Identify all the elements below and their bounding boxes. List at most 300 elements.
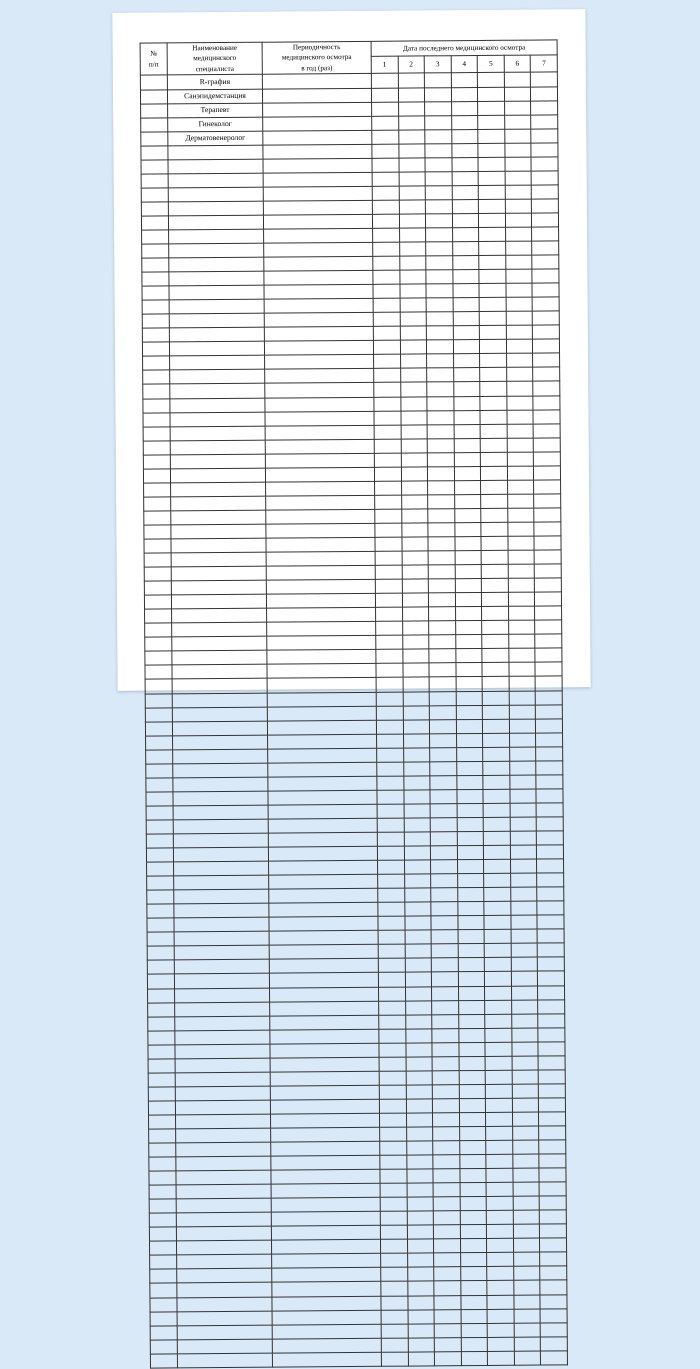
cell-exam-date-3[interactable] — [433, 1155, 460, 1169]
cell-exam-date-3[interactable] — [433, 1169, 460, 1183]
cell-periodicity[interactable] — [269, 903, 378, 918]
cell-specialist-name[interactable] — [173, 819, 268, 834]
cell-periodicity[interactable] — [262, 74, 371, 89]
cell-periodicity[interactable] — [268, 846, 377, 861]
cell-exam-date-7[interactable] — [540, 1294, 567, 1308]
cell-specialist-name[interactable] — [171, 580, 266, 595]
cell-exam-date-5[interactable] — [487, 1253, 514, 1267]
cell-number[interactable] — [148, 1031, 175, 1045]
cell-exam-date-5[interactable] — [482, 607, 509, 621]
cell-exam-date-3[interactable] — [427, 340, 454, 354]
cell-periodicity[interactable] — [264, 256, 373, 271]
cell-periodicity[interactable] — [270, 1001, 379, 1016]
cell-number[interactable] — [146, 792, 173, 806]
cell-exam-date-7[interactable] — [531, 171, 558, 185]
cell-exam-date-5[interactable] — [480, 354, 507, 368]
cell-periodicity[interactable] — [266, 509, 375, 524]
cell-exam-date-2[interactable] — [406, 1071, 433, 1085]
cell-specialist-name[interactable]: Санэпидемстанция — [167, 89, 262, 104]
cell-exam-date-1[interactable] — [376, 664, 403, 678]
cell-exam-date-5[interactable] — [478, 73, 505, 87]
cell-number[interactable] — [146, 806, 173, 820]
cell-exam-date-1[interactable] — [380, 1155, 407, 1169]
cell-exam-date-7[interactable] — [532, 227, 559, 241]
cell-periodicity[interactable] — [263, 186, 372, 201]
cell-exam-date-1[interactable] — [376, 607, 403, 621]
cell-exam-date-2[interactable] — [402, 621, 429, 635]
cell-exam-date-6[interactable] — [506, 283, 533, 297]
cell-specialist-name[interactable] — [176, 1114, 271, 1129]
cell-exam-date-4[interactable] — [452, 185, 479, 199]
cell-exam-date-5[interactable] — [479, 241, 506, 255]
cell-exam-date-2[interactable] — [406, 1099, 433, 1113]
cell-exam-date-1[interactable] — [374, 397, 401, 411]
cell-exam-date-5[interactable] — [481, 452, 508, 466]
cell-periodicity[interactable] — [267, 622, 376, 637]
cell-exam-date-3[interactable] — [426, 214, 453, 228]
cell-periodicity[interactable] — [265, 411, 374, 426]
cell-exam-date-6[interactable] — [507, 424, 534, 438]
cell-exam-date-3[interactable] — [431, 958, 458, 972]
cell-exam-date-1[interactable] — [375, 481, 402, 495]
cell-specialist-name[interactable] — [174, 903, 269, 918]
cell-exam-date-4[interactable] — [452, 242, 479, 256]
cell-periodicity[interactable] — [269, 959, 378, 974]
cell-exam-date-2[interactable] — [405, 1029, 432, 1043]
cell-number[interactable] — [145, 693, 172, 707]
cell-specialist-name[interactable] — [173, 847, 268, 862]
cell-exam-date-7[interactable] — [539, 1182, 566, 1196]
cell-exam-date-4[interactable] — [459, 1042, 486, 1056]
cell-periodicity[interactable] — [267, 608, 376, 623]
cell-exam-date-5[interactable] — [485, 972, 512, 986]
cell-exam-date-1[interactable] — [375, 593, 402, 607]
cell-specialist-name[interactable] — [169, 271, 264, 286]
cell-exam-date-5[interactable] — [480, 368, 507, 382]
cell-exam-date-6[interactable] — [507, 452, 534, 466]
cell-exam-date-2[interactable] — [399, 186, 426, 200]
cell-exam-date-1[interactable] — [374, 425, 401, 439]
cell-exam-date-7[interactable] — [533, 311, 560, 325]
cell-number[interactable] — [147, 862, 174, 876]
cell-exam-date-4[interactable] — [452, 199, 479, 213]
cell-periodicity[interactable] — [264, 228, 373, 243]
cell-exam-date-7[interactable] — [532, 213, 559, 227]
cell-exam-date-1[interactable] — [379, 1099, 406, 1113]
cell-specialist-name[interactable] — [177, 1269, 272, 1284]
cell-exam-date-3[interactable] — [429, 691, 456, 705]
cell-number[interactable] — [150, 1311, 177, 1325]
cell-exam-date-6[interactable] — [509, 648, 536, 662]
cell-exam-date-2[interactable] — [405, 1014, 432, 1028]
cell-specialist-name[interactable] — [174, 875, 269, 890]
cell-exam-date-7[interactable] — [533, 339, 560, 353]
cell-exam-date-2[interactable] — [400, 312, 427, 326]
cell-exam-date-4[interactable] — [461, 1281, 488, 1295]
cell-exam-date-5[interactable] — [482, 677, 509, 691]
cell-exam-date-3[interactable] — [429, 607, 456, 621]
cell-periodicity[interactable] — [268, 748, 377, 763]
cell-exam-date-4[interactable] — [455, 635, 482, 649]
cell-exam-date-3[interactable] — [432, 1085, 459, 1099]
cell-exam-date-5[interactable] — [486, 1126, 513, 1140]
cell-exam-date-3[interactable] — [427, 368, 454, 382]
cell-exam-date-5[interactable] — [484, 901, 511, 915]
cell-exam-date-3[interactable] — [430, 733, 457, 747]
cell-exam-date-1[interactable] — [374, 369, 401, 383]
cell-exam-date-3[interactable] — [433, 1197, 460, 1211]
cell-specialist-name[interactable] — [176, 1170, 271, 1185]
cell-exam-date-1[interactable] — [380, 1141, 407, 1155]
cell-exam-date-3[interactable] — [427, 354, 454, 368]
cell-exam-date-4[interactable] — [458, 902, 485, 916]
cell-specialist-name[interactable] — [174, 861, 269, 876]
cell-exam-date-2[interactable] — [403, 720, 430, 734]
cell-exam-date-4[interactable] — [458, 930, 485, 944]
cell-exam-date-5[interactable] — [487, 1309, 514, 1323]
cell-exam-date-1[interactable] — [380, 1225, 407, 1239]
cell-exam-date-4[interactable] — [459, 1126, 486, 1140]
cell-periodicity[interactable] — [267, 664, 376, 679]
cell-exam-date-5[interactable] — [479, 283, 506, 297]
cell-periodicity[interactable] — [263, 214, 372, 229]
cell-periodicity[interactable] — [268, 762, 377, 777]
cell-exam-date-3[interactable] — [432, 1042, 459, 1056]
cell-exam-date-5[interactable] — [481, 508, 508, 522]
cell-exam-date-2[interactable] — [405, 1000, 432, 1014]
cell-specialist-name[interactable] — [177, 1325, 272, 1340]
cell-exam-date-6[interactable] — [508, 592, 535, 606]
cell-exam-date-3[interactable] — [434, 1351, 461, 1365]
cell-specialist-name[interactable] — [175, 1086, 270, 1101]
cell-exam-date-7[interactable] — [540, 1210, 567, 1224]
cell-number[interactable] — [146, 820, 173, 834]
cell-exam-date-5[interactable] — [479, 213, 506, 227]
cell-exam-date-3[interactable] — [425, 186, 452, 200]
cell-exam-date-4[interactable] — [454, 508, 481, 522]
cell-exam-date-3[interactable] — [425, 115, 452, 129]
cell-exam-date-3[interactable] — [431, 860, 458, 874]
cell-exam-date-6[interactable] — [505, 129, 532, 143]
cell-exam-date-2[interactable] — [406, 1085, 433, 1099]
cell-exam-date-2[interactable] — [401, 467, 428, 481]
cell-exam-date-3[interactable] — [434, 1239, 461, 1253]
cell-exam-date-3[interactable] — [427, 452, 454, 466]
cell-exam-date-3[interactable] — [425, 101, 452, 115]
cell-exam-date-1[interactable] — [381, 1296, 408, 1310]
cell-number[interactable] — [144, 581, 171, 595]
cell-number[interactable] — [149, 1143, 176, 1157]
cell-number[interactable] — [146, 834, 173, 848]
cell-exam-date-5[interactable] — [485, 1056, 512, 1070]
cell-exam-date-4[interactable] — [453, 354, 480, 368]
cell-periodicity[interactable] — [265, 425, 374, 440]
cell-exam-date-7[interactable] — [536, 761, 563, 775]
cell-number[interactable] — [146, 750, 173, 764]
cell-exam-date-6[interactable] — [509, 733, 536, 747]
cell-specialist-name[interactable] — [170, 454, 265, 469]
cell-exam-date-2[interactable] — [398, 130, 425, 144]
cell-exam-date-7[interactable] — [534, 522, 561, 536]
cell-number[interactable] — [150, 1269, 177, 1283]
cell-exam-date-5[interactable] — [485, 958, 512, 972]
cell-exam-date-2[interactable] — [403, 776, 430, 790]
cell-periodicity[interactable] — [269, 945, 378, 960]
cell-periodicity[interactable] — [272, 1324, 381, 1339]
cell-specialist-name[interactable] — [172, 622, 267, 637]
cell-exam-date-4[interactable] — [452, 171, 479, 185]
cell-exam-date-6[interactable] — [505, 199, 532, 213]
cell-specialist-name[interactable] — [174, 931, 269, 946]
cell-exam-date-3[interactable] — [428, 481, 455, 495]
cell-exam-date-3[interactable] — [428, 466, 455, 480]
cell-exam-date-7[interactable] — [541, 1322, 568, 1336]
cell-exam-date-1[interactable] — [377, 748, 404, 762]
cell-exam-date-4[interactable] — [456, 719, 483, 733]
cell-exam-date-5[interactable] — [487, 1295, 514, 1309]
cell-exam-date-3[interactable] — [426, 228, 453, 242]
cell-exam-date-2[interactable] — [404, 888, 431, 902]
cell-periodicity[interactable] — [271, 1183, 380, 1198]
cell-specialist-name[interactable] — [172, 693, 267, 708]
cell-specialist-name[interactable] — [177, 1311, 272, 1326]
cell-exam-date-2[interactable] — [406, 1155, 433, 1169]
cell-number[interactable] — [148, 1087, 175, 1101]
cell-exam-date-1[interactable] — [376, 720, 403, 734]
cell-exam-date-3[interactable] — [434, 1253, 461, 1267]
cell-number[interactable] — [144, 497, 171, 511]
cell-exam-date-1[interactable] — [381, 1253, 408, 1267]
cell-exam-date-2[interactable] — [399, 172, 426, 186]
cell-exam-date-7[interactable] — [534, 466, 561, 480]
cell-exam-date-1[interactable] — [380, 1239, 407, 1253]
cell-exam-date-5[interactable] — [483, 775, 510, 789]
cell-exam-date-4[interactable] — [458, 972, 485, 986]
cell-exam-date-5[interactable] — [486, 1154, 513, 1168]
cell-exam-date-6[interactable] — [511, 943, 538, 957]
cell-exam-date-1[interactable] — [379, 1085, 406, 1099]
cell-exam-date-7[interactable] — [538, 1056, 565, 1070]
cell-exam-date-5[interactable] — [478, 101, 505, 115]
cell-exam-date-7[interactable] — [535, 606, 562, 620]
cell-exam-date-2[interactable] — [403, 705, 430, 719]
cell-exam-date-7[interactable] — [539, 1070, 566, 1084]
cell-specialist-name[interactable] — [176, 1142, 271, 1157]
cell-exam-date-6[interactable] — [507, 396, 534, 410]
cell-exam-date-6[interactable] — [513, 1224, 540, 1238]
cell-exam-date-3[interactable] — [429, 649, 456, 663]
cell-exam-date-7[interactable] — [539, 1112, 566, 1126]
cell-exam-date-7[interactable] — [532, 255, 559, 269]
cell-number[interactable] — [142, 342, 169, 356]
cell-exam-date-4[interactable] — [453, 284, 480, 298]
cell-number[interactable] — [148, 1017, 175, 1031]
cell-exam-date-5[interactable] — [481, 536, 508, 550]
cell-number[interactable] — [147, 918, 174, 932]
cell-exam-date-2[interactable] — [402, 565, 429, 579]
cell-number[interactable] — [149, 1115, 176, 1129]
cell-exam-date-5[interactable] — [483, 719, 510, 733]
cell-specialist-name[interactable] — [172, 651, 267, 666]
cell-periodicity[interactable] — [270, 1085, 379, 1100]
cell-exam-date-6[interactable] — [507, 466, 534, 480]
cell-exam-date-7[interactable] — [541, 1351, 568, 1365]
cell-exam-date-3[interactable] — [425, 200, 452, 214]
cell-periodicity[interactable] — [271, 1155, 380, 1170]
cell-exam-date-7[interactable] — [535, 634, 562, 648]
cell-exam-date-3[interactable] — [433, 1183, 460, 1197]
cell-specialist-name[interactable] — [172, 679, 267, 694]
cell-exam-date-2[interactable] — [405, 916, 432, 930]
cell-specialist-name[interactable] — [173, 791, 268, 806]
cell-exam-date-6[interactable] — [514, 1351, 541, 1365]
cell-number[interactable] — [143, 427, 170, 441]
cell-exam-date-4[interactable] — [460, 1253, 487, 1267]
cell-specialist-name[interactable] — [173, 805, 268, 820]
cell-periodicity[interactable] — [263, 144, 372, 159]
cell-number[interactable] — [145, 651, 172, 665]
cell-exam-date-1[interactable] — [380, 1183, 407, 1197]
cell-specialist-name[interactable] — [174, 960, 269, 975]
cell-periodicity[interactable] — [264, 341, 373, 356]
cell-exam-date-7[interactable] — [532, 241, 559, 255]
cell-number[interactable] — [144, 567, 171, 581]
cell-number[interactable] — [145, 707, 172, 721]
cell-exam-date-7[interactable] — [531, 72, 558, 86]
cell-exam-date-1[interactable] — [375, 523, 402, 537]
cell-number[interactable] — [145, 623, 172, 637]
cell-exam-date-7[interactable] — [533, 409, 560, 423]
cell-exam-date-7[interactable] — [535, 592, 562, 606]
cell-number[interactable] — [145, 609, 172, 623]
cell-exam-date-7[interactable] — [537, 859, 564, 873]
cell-exam-date-7[interactable] — [537, 887, 564, 901]
cell-number[interactable] — [143, 384, 170, 398]
cell-exam-date-2[interactable] — [401, 425, 428, 439]
cell-exam-date-1[interactable] — [372, 200, 399, 214]
cell-exam-date-5[interactable] — [486, 1112, 513, 1126]
cell-exam-date-3[interactable] — [427, 382, 454, 396]
cell-specialist-name[interactable] — [175, 1058, 270, 1073]
cell-exam-date-2[interactable] — [400, 298, 427, 312]
cell-specialist-name[interactable] — [176, 1156, 271, 1171]
cell-exam-date-3[interactable] — [431, 944, 458, 958]
cell-exam-date-5[interactable] — [484, 831, 511, 845]
cell-exam-date-7[interactable] — [535, 620, 562, 634]
cell-exam-date-7[interactable] — [533, 353, 560, 367]
cell-exam-date-4[interactable] — [457, 789, 484, 803]
cell-exam-date-5[interactable] — [483, 803, 510, 817]
cell-exam-date-5[interactable] — [482, 691, 509, 705]
cell-exam-date-6[interactable] — [512, 1056, 539, 1070]
cell-specialist-name[interactable] — [176, 1198, 271, 1213]
cell-number[interactable] — [144, 511, 171, 525]
cell-exam-date-1[interactable] — [381, 1324, 408, 1338]
cell-exam-date-2[interactable] — [405, 930, 432, 944]
cell-exam-date-6[interactable] — [512, 1014, 539, 1028]
cell-specialist-name[interactable] — [174, 974, 269, 989]
cell-periodicity[interactable] — [264, 270, 373, 285]
cell-exam-date-5[interactable] — [482, 578, 509, 592]
cell-specialist-name[interactable] — [170, 384, 265, 399]
cell-exam-date-1[interactable] — [379, 987, 406, 1001]
cell-periodicity[interactable] — [264, 299, 373, 314]
cell-specialist-name[interactable] — [172, 665, 267, 680]
cell-exam-date-7[interactable] — [535, 676, 562, 690]
cell-number[interactable] — [146, 736, 173, 750]
cell-exam-date-2[interactable] — [407, 1253, 434, 1267]
cell-number[interactable] — [148, 1073, 175, 1087]
cell-periodicity[interactable] — [266, 565, 375, 580]
cell-exam-date-6[interactable] — [509, 719, 536, 733]
cell-periodicity[interactable] — [272, 1310, 381, 1325]
cell-specialist-name[interactable] — [170, 468, 265, 483]
cell-exam-date-1[interactable] — [377, 804, 404, 818]
cell-exam-date-5[interactable] — [484, 873, 511, 887]
cell-exam-date-4[interactable] — [457, 874, 484, 888]
cell-exam-date-6[interactable] — [512, 1084, 539, 1098]
cell-number[interactable] — [147, 876, 174, 890]
cell-exam-date-4[interactable] — [455, 522, 482, 536]
cell-exam-date-2[interactable] — [402, 593, 429, 607]
cell-exam-date-7[interactable] — [537, 845, 564, 859]
cell-exam-date-7[interactable] — [539, 1154, 566, 1168]
cell-exam-date-4[interactable] — [457, 831, 484, 845]
cell-exam-date-6[interactable] — [509, 634, 536, 648]
cell-periodicity[interactable] — [263, 200, 372, 215]
cell-exam-date-5[interactable] — [484, 845, 511, 859]
cell-exam-date-6[interactable] — [512, 1112, 539, 1126]
cell-exam-date-1[interactable] — [374, 355, 401, 369]
cell-periodicity[interactable] — [265, 355, 374, 370]
cell-exam-date-4[interactable] — [455, 593, 482, 607]
cell-exam-date-7[interactable] — [535, 648, 562, 662]
cell-exam-date-2[interactable] — [405, 944, 432, 958]
cell-number[interactable] — [147, 932, 174, 946]
cell-exam-date-7[interactable] — [532, 283, 559, 297]
cell-number[interactable] — [143, 441, 170, 455]
cell-exam-date-2[interactable] — [400, 354, 427, 368]
cell-exam-date-5[interactable] — [482, 649, 509, 663]
cell-exam-date-4[interactable] — [452, 227, 479, 241]
cell-periodicity[interactable] — [266, 495, 375, 510]
cell-exam-date-5[interactable] — [487, 1281, 514, 1295]
cell-exam-date-3[interactable] — [430, 775, 457, 789]
cell-periodicity[interactable] — [266, 481, 375, 496]
cell-exam-date-7[interactable] — [539, 1098, 566, 1112]
cell-exam-date-6[interactable] — [511, 972, 538, 986]
cell-exam-date-6[interactable] — [508, 508, 535, 522]
cell-exam-date-1[interactable] — [380, 1211, 407, 1225]
cell-exam-date-5[interactable] — [486, 1182, 513, 1196]
cell-periodicity[interactable] — [263, 172, 372, 187]
cell-periodicity[interactable] — [270, 1015, 379, 1030]
cell-exam-date-3[interactable] — [429, 663, 456, 677]
cell-exam-date-1[interactable] — [380, 1197, 407, 1211]
cell-exam-date-7[interactable] — [534, 438, 561, 452]
cell-specialist-name[interactable] — [169, 342, 264, 357]
cell-exam-date-1[interactable] — [376, 649, 403, 663]
cell-specialist-name[interactable] — [173, 777, 268, 792]
cell-exam-date-4[interactable] — [453, 298, 480, 312]
cell-exam-date-7[interactable] — [531, 157, 558, 171]
cell-number[interactable] — [148, 1002, 175, 1016]
cell-exam-date-5[interactable] — [487, 1225, 514, 1239]
cell-exam-date-7[interactable] — [532, 297, 559, 311]
cell-specialist-name[interactable] — [169, 327, 264, 342]
cell-exam-date-5[interactable] — [480, 340, 507, 354]
cell-specialist-name[interactable] — [177, 1339, 272, 1354]
